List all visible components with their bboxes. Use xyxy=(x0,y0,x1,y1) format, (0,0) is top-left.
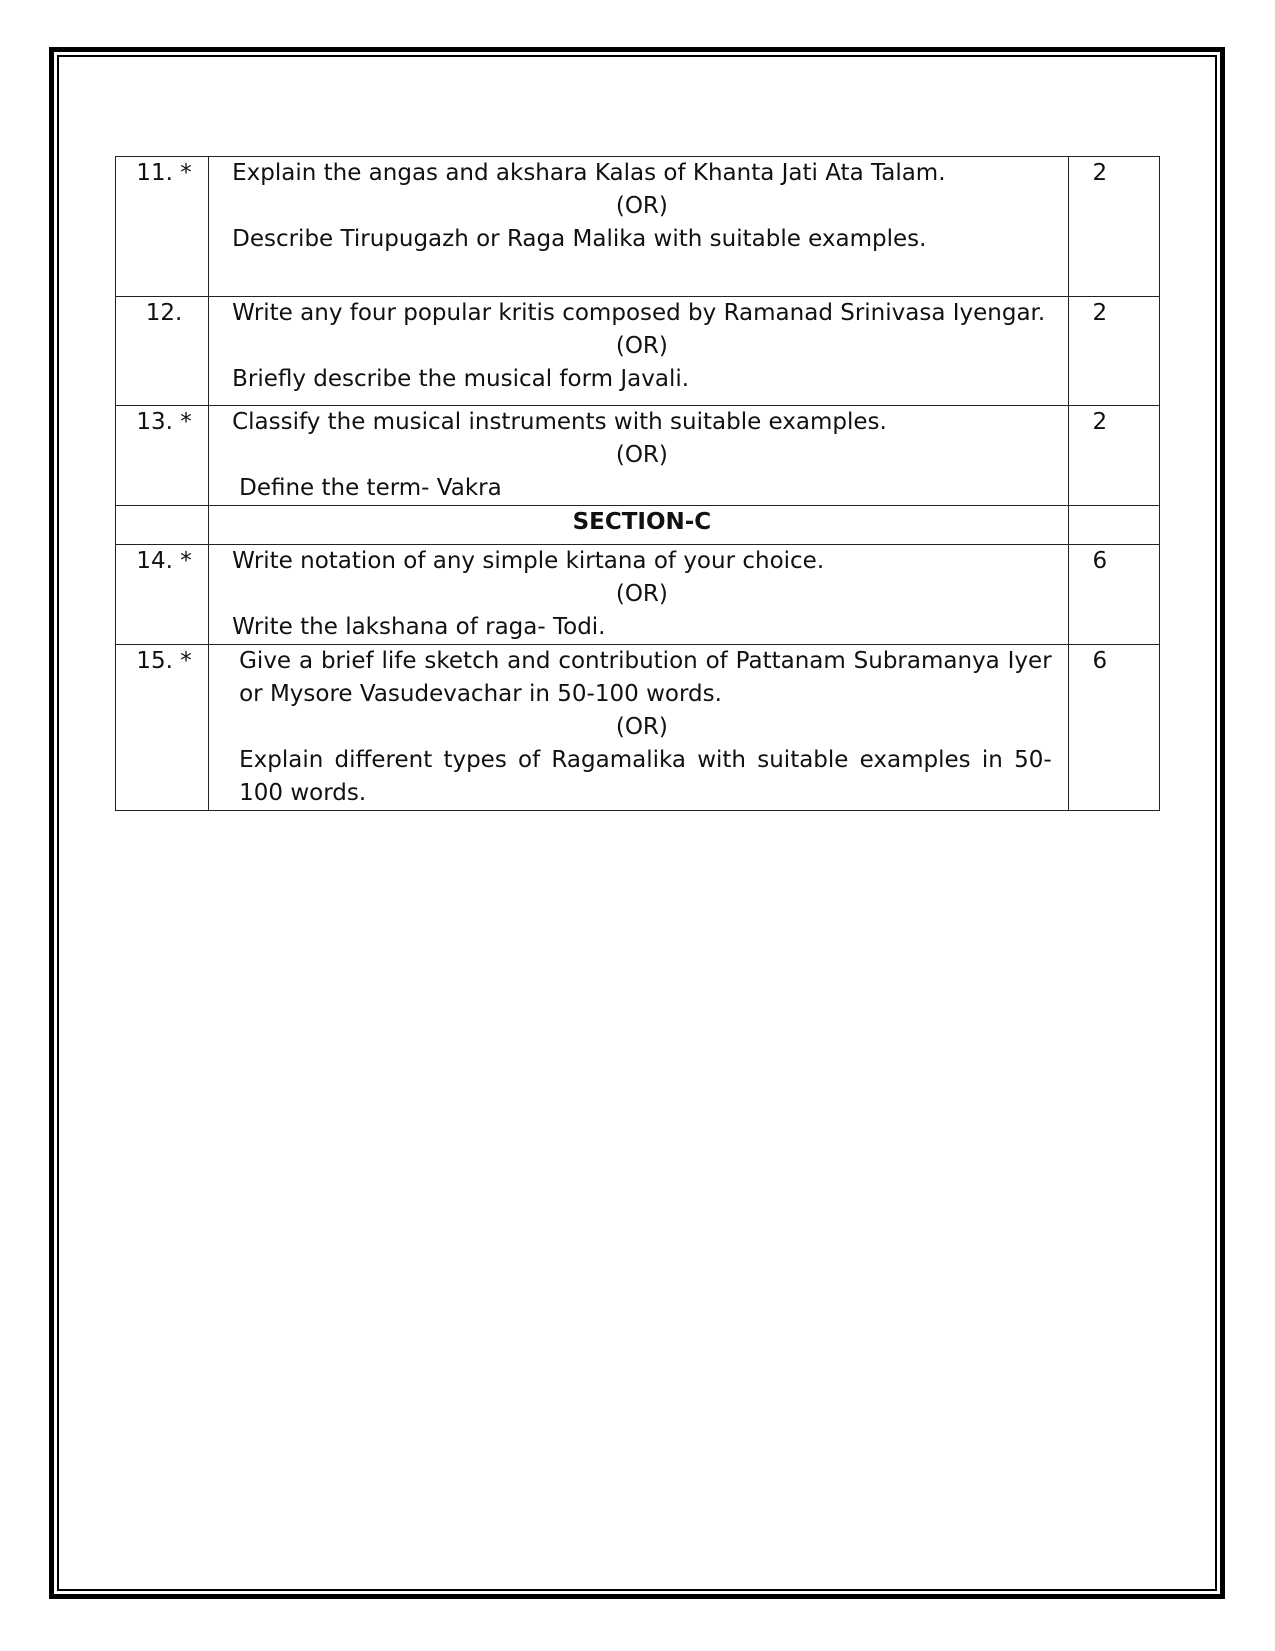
question-text: Write notation of any simple kirtana of your choice. xyxy=(232,548,825,574)
or-separator: (OR) xyxy=(615,442,668,468)
or-separator: (OR) xyxy=(615,333,668,359)
question-marks: 2 xyxy=(1092,160,1108,186)
question-number: 14. * xyxy=(136,548,192,574)
alternative-question-text: Describe Tirupugazh or Raga Malika with suitable examples. xyxy=(232,226,927,252)
alternative-question-text: Briefly describe the musical form Javali. xyxy=(232,366,690,392)
question-table xyxy=(115,156,1160,811)
question-text: Give a brief life sketch and contribution of Pattanam Subramanya Iyer or Mysore Vasudevachar in 50-100 words. xyxy=(239,648,1052,707)
alternative-question-text: Write the lakshana of raga- Todi. xyxy=(232,614,606,640)
question-text: Write any four popular kritis composed by Ramanad Srinivasa Iyengar. xyxy=(232,300,1046,326)
table-row xyxy=(116,406,1160,506)
alternative-question-text: Define the term- Vakra xyxy=(239,475,502,501)
or-separator: (OR) xyxy=(615,193,668,219)
table-row xyxy=(116,545,1160,645)
question-text: Classify the musical instruments with suitable examples. xyxy=(232,409,887,435)
question-text: Explain the angas and akshara Kalas of Khanta Jati Ata Talam. xyxy=(232,160,946,186)
section-header-row xyxy=(116,506,1160,545)
or-separator: (OR) xyxy=(615,581,668,607)
table-row xyxy=(116,645,1160,811)
or-separator: (OR) xyxy=(615,714,668,740)
question-number: 12. xyxy=(145,300,183,326)
question-number: 15. * xyxy=(136,648,192,674)
section-title: SECTION-C xyxy=(209,506,1069,545)
question-marks: 2 xyxy=(1092,300,1108,326)
question-marks: 2 xyxy=(1092,409,1108,435)
question-number: 13. * xyxy=(136,409,192,435)
table-row xyxy=(116,297,1160,406)
question-number: 11. * xyxy=(136,160,192,186)
alternative-question-text: Explain different types of Ragamalika with suitable examples in 50-100 words. xyxy=(239,747,1052,806)
question-marks: 6 xyxy=(1092,548,1108,574)
question-marks: 6 xyxy=(1092,648,1108,674)
table-row xyxy=(116,157,1160,297)
